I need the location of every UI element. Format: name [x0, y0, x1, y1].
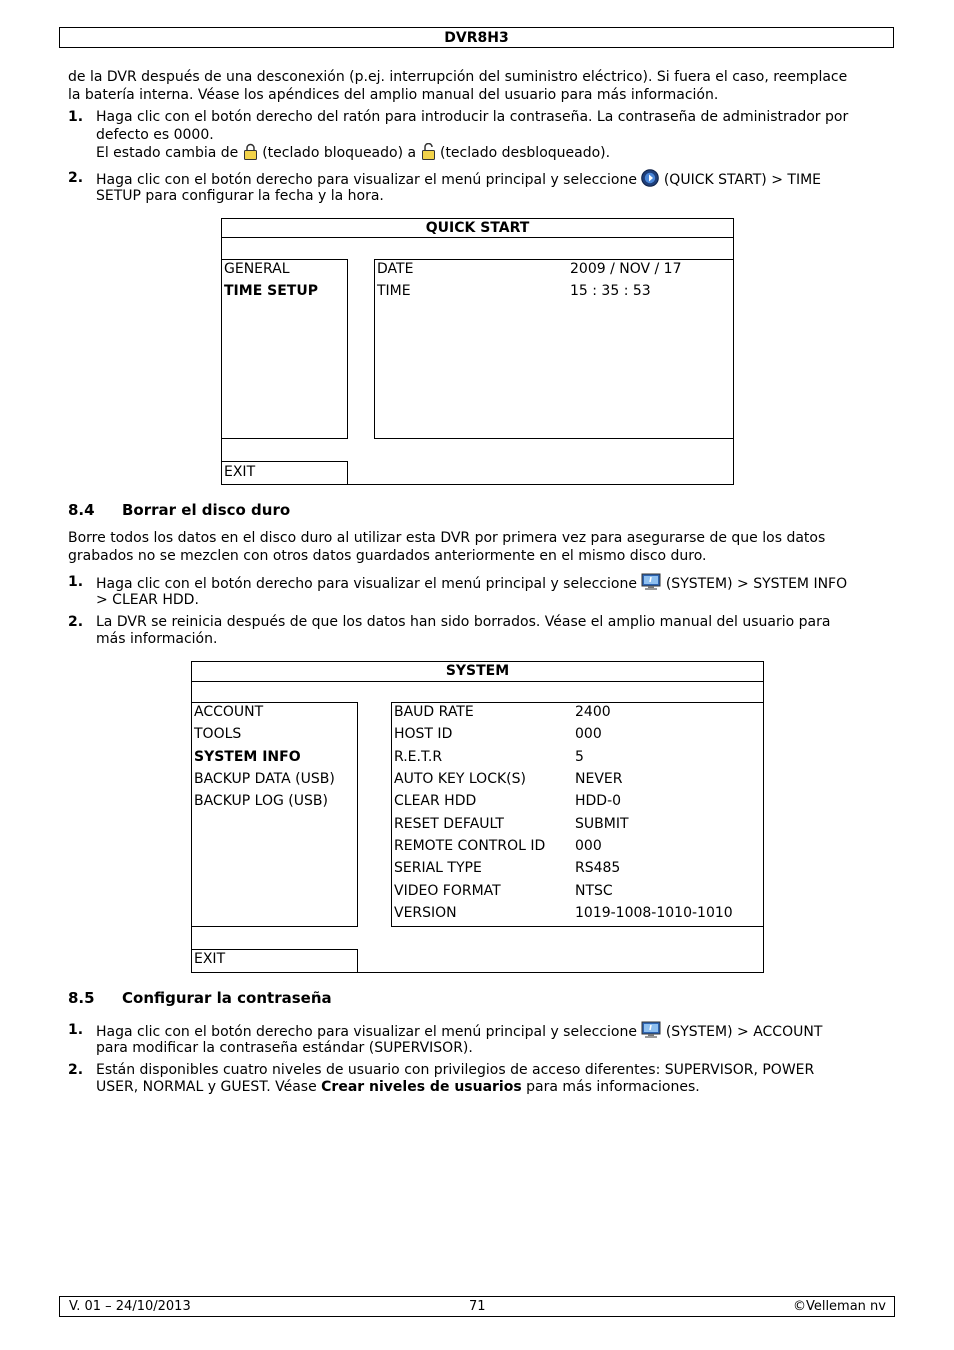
- section-heading-8-4: [68, 501, 290, 519]
- menu-item-time-setup[interactable]: TIME SETUP: [224, 283, 318, 299]
- setting-label-time: TIME: [377, 283, 411, 299]
- setting-value[interactable]: NEVER: [575, 771, 623, 787]
- dialog-title: SYSTEM: [445, 663, 510, 679]
- setting-value[interactable]: 5: [575, 749, 584, 765]
- setting-value[interactable]: HDD-0: [575, 793, 622, 809]
- menu-item-system-info[interactable]: SYSTEM INFO: [194, 749, 301, 765]
- quick-start-title-bar: [221, 218, 734, 238]
- step-text-part: (teclado bloqueado) a: [262, 145, 417, 161]
- step-text-part: (SYSTEM) > SYSTEM INFO: [665, 576, 848, 592]
- step-text: > CLEAR HDD.: [96, 592, 199, 608]
- setting-label: R.E.T.R: [394, 749, 443, 765]
- step-text: más información.: [96, 631, 218, 647]
- padlock-locked-icon: [243, 143, 258, 165]
- section-paragraph: Borre todos los datos en el disco duro al utilizar esta DVR por primera vez para asegurarse de que los datos: [68, 530, 826, 546]
- step-text-part: El estado cambia de: [96, 145, 239, 161]
- section-title: Borrar el disco duro: [122, 501, 291, 519]
- setting-label: VIDEO FORMAT: [394, 883, 501, 899]
- step-number: 2.: [68, 170, 84, 186]
- section-title: Configurar la contraseña: [122, 989, 332, 1007]
- intro-line-1: de la DVR después de una desconexión (p.ej. interrupción del suministro eléctrico). Si fuera el caso, reemplace: [68, 69, 848, 85]
- setting-value-date[interactable]: 2009 / NOV / 17: [570, 261, 682, 277]
- setting-label: RESET DEFAULT: [394, 816, 504, 832]
- step-number: 2.: [68, 1062, 84, 1078]
- exit-label: EXIT: [194, 951, 226, 967]
- step-text-part: (SYSTEM) > ACCOUNT: [665, 1024, 823, 1040]
- step-number: 1.: [68, 109, 84, 125]
- step-text-part: Haga clic con el botón derecho para visualizar el menú principal y seleccione: [96, 172, 637, 188]
- setting-label: AUTO KEY LOCK(S): [394, 771, 526, 787]
- step-text: La DVR se reinicia después de que los datos han sido borrados. Véase el amplio manual del usuario para: [96, 614, 831, 630]
- system-title-bar: [191, 661, 764, 682]
- step-text-part: (QUICK START) > TIME: [663, 172, 821, 188]
- setting-label: VERSION: [394, 905, 457, 921]
- section-heading-8-5: [68, 989, 332, 1007]
- setting-value[interactable]: 1019-1008-1010-1010: [575, 905, 733, 921]
- document-footer: [59, 1296, 895, 1317]
- setting-label: SERIAL TYPE: [394, 860, 482, 876]
- setting-value[interactable]: NTSC: [575, 883, 613, 899]
- setting-value[interactable]: 2400: [575, 704, 611, 720]
- exit-label: EXIT: [224, 464, 256, 480]
- step-text: para modificar la contraseña estándar (SUPERVISOR).: [96, 1040, 473, 1056]
- step-text-part: para más informaciones.: [526, 1079, 700, 1095]
- section-number: 8.5: [68, 989, 95, 1007]
- footer-page-number: 71: [469, 1299, 486, 1314]
- footer-version: V. 01 – 24/10/2013: [69, 1299, 191, 1314]
- exit-button[interactable]: [191, 949, 358, 973]
- setting-label: BAUD RATE: [394, 704, 474, 720]
- menu-item-general[interactable]: GENERAL: [224, 261, 290, 277]
- setting-value[interactable]: RS485: [575, 860, 621, 876]
- step-text: Están disponibles cuatro niveles de usuario con privilegios de acceso diferentes: SUPERVISOR, POWER: [96, 1062, 815, 1078]
- dialog-title: QUICK START: [425, 220, 530, 236]
- padlock-unlocked-icon: [421, 143, 436, 165]
- menu-item-backup-data[interactable]: BACKUP DATA (USB): [194, 771, 335, 787]
- setting-value[interactable]: SUBMIT: [575, 816, 629, 832]
- exit-button[interactable]: [221, 461, 348, 485]
- setting-label: REMOTE CONTROL ID: [394, 838, 546, 854]
- step-text-part: Haga clic con el botón derecho para visualizar el menú principal y seleccione: [96, 576, 637, 592]
- section-number: 8.4: [68, 501, 95, 519]
- document-header: [59, 27, 894, 48]
- quick-start-settings-panel: [374, 259, 734, 439]
- setting-label: HOST ID: [394, 726, 453, 742]
- intro-line-2: la batería interna. Véase los apéndices del amplio manual del usuario para más información.: [68, 87, 719, 103]
- step-number: 2.: [68, 614, 84, 630]
- menu-item-account[interactable]: ACCOUNT: [194, 704, 264, 720]
- footer-copyright: ©Velleman nv: [792, 1299, 886, 1314]
- step-number: 1.: [68, 1022, 84, 1038]
- setting-label: CLEAR HDD: [394, 793, 477, 809]
- step-text: defecto es 0000.: [96, 127, 214, 143]
- menu-item-tools[interactable]: TOOLS: [194, 726, 242, 742]
- setting-value[interactable]: 000: [575, 838, 602, 854]
- step-text-crear: [96, 1078, 891, 1096]
- section-paragraph: grabados no se mezclen con otros datos guardados anteriormente en el mismo disco duro.: [68, 548, 707, 564]
- step-text: Haga clic con el botón derecho del ratón para introducir la contraseña. La contraseña de administrador por: [96, 109, 849, 125]
- step-text-part: (teclado desbloqueado).: [439, 145, 611, 161]
- step-text-part: Haga clic con el botón derecho para visualizar el menú principal y seleccione: [96, 1024, 637, 1040]
- step-text-part: USER, NORMAL y GUEST. Véase: [96, 1079, 317, 1095]
- menu-item-backup-log[interactable]: BACKUP LOG (USB): [194, 793, 328, 809]
- setting-value-time[interactable]: 15 : 35 : 53: [570, 283, 651, 299]
- setting-value[interactable]: 000: [575, 726, 602, 742]
- model-title: DVR8H3: [444, 30, 509, 46]
- cross-reference: Crear niveles de usuarios: [321, 1079, 522, 1095]
- step-number: 1.: [68, 574, 84, 590]
- step-text-lock: [96, 143, 891, 165]
- step-text: SETUP para configurar la fecha y la hora.: [96, 188, 384, 204]
- setting-label-date: DATE: [377, 261, 414, 277]
